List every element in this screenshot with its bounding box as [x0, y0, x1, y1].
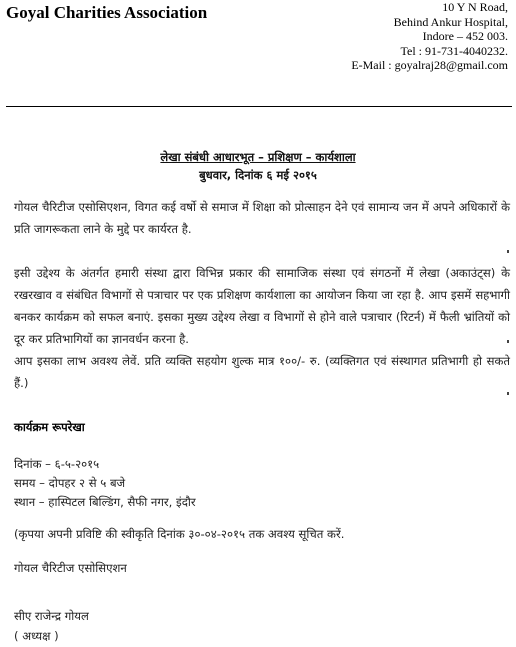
title-line-1: लेखा संबंधी आधारभूत – प्रशिक्षण – कार्यशाला: [160, 150, 356, 164]
intro-paragraph: गोयल चैरिटीज एसोसिएशन, विगत कई वर्षो से समाज में शिक्षा को प्रोत्साहन देने एवं सामान्य जन में अपने अधिकारों के प्रति जागरूकता लाने के मुद्दे पर कार्यरत है.: [14, 200, 510, 236]
margin-mark: [507, 250, 509, 253]
schedule-heading: कार्यक्रम रूपरेखा: [14, 420, 85, 434]
address-line: 10 Y N Road,: [442, 0, 508, 14]
organization-name: Goyal Charities Association: [6, 3, 208, 22]
document-title: [0, 148, 516, 184]
closing-organization: गोयल चैरिटीज एसोसिएशन: [14, 561, 127, 575]
margin-mark: [507, 392, 509, 395]
signatory-role: ( अध्यक्ष ): [14, 629, 59, 643]
rsvp-note: (कृपया अपनी प्रविष्टि की स्वीकृति दिनांक ३०-०४-२०१५ तक अवश्य सूचित करें.: [14, 527, 345, 541]
margin-mark: [507, 340, 509, 343]
schedule-venue: स्थान – हास्पिटल बिल्डिंग, सैफी नगर, इंदौर: [14, 495, 196, 509]
address-line: Behind Ankur Hospital,: [393, 14, 508, 29]
address-block: [351, 0, 508, 73]
header-divider: [6, 106, 512, 107]
schedule-time: समय – दोपहर २ से ५ बजे: [14, 476, 126, 490]
email-line: E-Mail : goyalraj28@gmail.com: [351, 58, 508, 72]
address-line: Indore – 452 003.: [422, 29, 508, 43]
schedule-date: दिनांक – ६-५-२०१५: [14, 457, 100, 471]
signatory-name: सीए राजेन्द्र गोयल: [14, 609, 89, 623]
fee-paragraph: आप इसका लाभ अवश्य लेवें. प्रति व्यक्ति सहयोग शुल्क मात्र १००/- रु. (व्यक्तिगत एवं संस्थागत प्रतिभागी हो सकते हैं.): [14, 354, 510, 390]
purpose-paragraph: इसी उद्देश्य के अंतर्गत हमारी संस्था द्वारा विभिन्न प्रकार की सामाजिक संस्था एवं संगठनों में लेखा (अकाउंट्स) के रखरखाव व संबंधित विभागों से पत्राचार पर एक प्रशिक्षण कार्यशाला का आयोजन किया जा रहा है. आप इसमें सहभागी बनकर कार्यक्रम को सफल बनाएं. इसका मुख्य उद्देश्य लेखा व विभागों से होने वाले पत्राचार (रिटर्न) में फैली भ्रांतियों को दूर कर प्रतिभागियों का ज्ञानवर्धन करना है.: [14, 266, 510, 346]
phone-line: Tel : 91-731-4040232.: [400, 43, 508, 58]
title-line-2: बुधवार, दिनांक ६ मई २०१५: [199, 168, 317, 182]
